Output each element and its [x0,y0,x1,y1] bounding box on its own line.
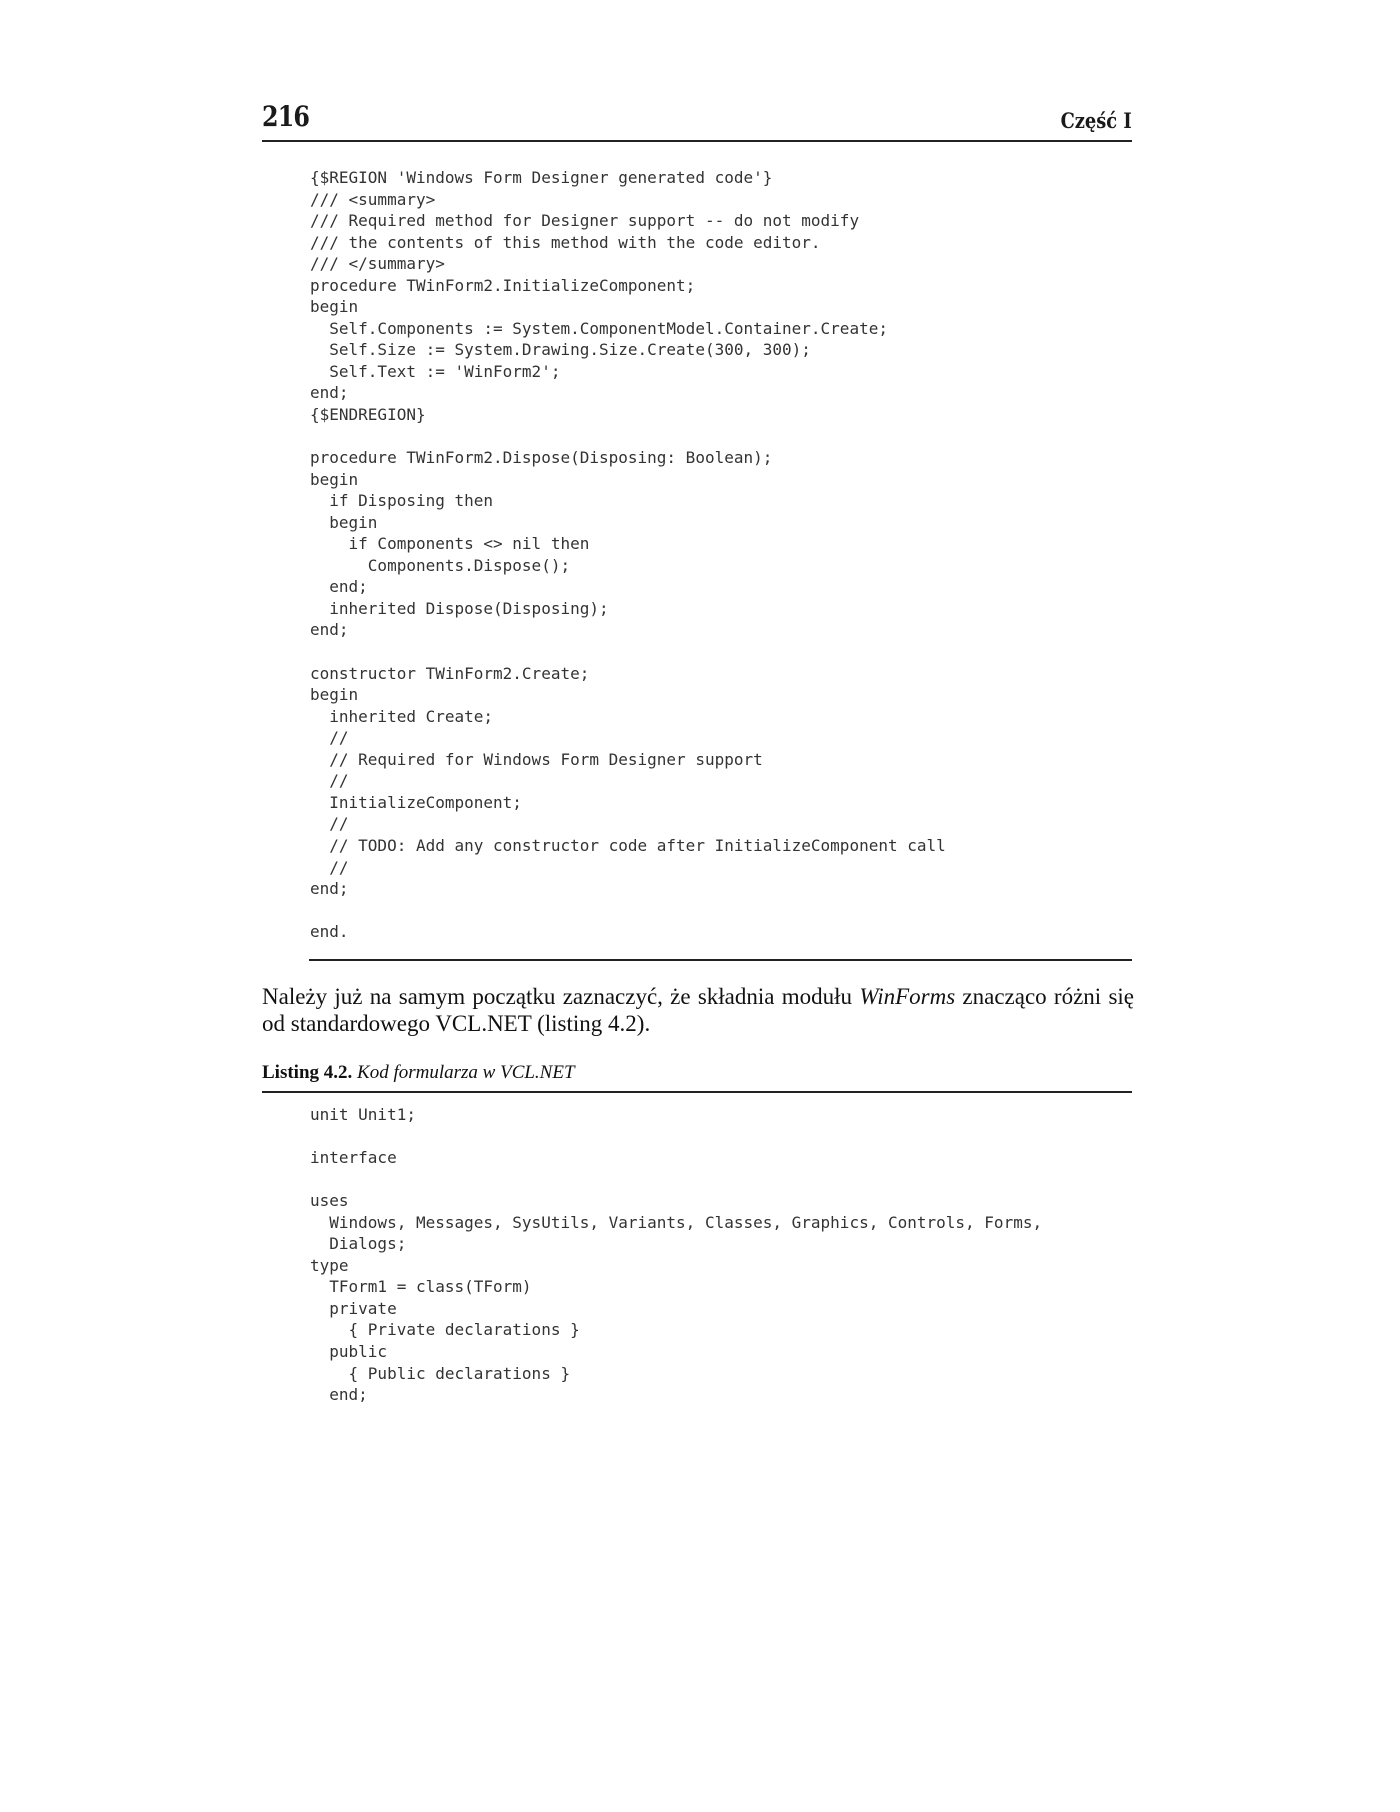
code-line: // [310,771,349,791]
code-line: /// </summary> [310,254,445,274]
code-line: if Disposing then [310,491,494,511]
code-line: /// the contents of this method with the code editor. [310,232,821,252]
code-line: // TODO: Add any constructor code after InitializeComponent call [310,835,946,855]
code-line: inherited Create; [310,706,494,726]
code-end-rule [309,959,1132,961]
code-line: Windows, Messages, SysUtils, Variants, Classes, Graphics, Controls, Forms, [310,1212,1043,1232]
code-line: inherited Dispose(Disposing); [310,598,609,618]
code-line: Dialogs; [310,1234,407,1254]
code-line: interface [310,1148,397,1168]
code-listing-1 [310,167,946,943]
code-line: Components.Dispose(); [310,555,571,575]
page-header [262,100,1132,142]
code-line: end; [310,383,349,403]
listing-caption [262,1062,1132,1093]
code-line: { Private declarations } [310,1320,580,1340]
code-line: Self.Text := 'WinForm2'; [310,361,561,381]
code-line: TForm1 = class(TForm) [310,1277,532,1297]
section-title: Część I [1060,108,1132,133]
code-line: procedure TWinForm2.Dispose(Disposing: Boolean); [310,448,773,468]
listing-title: Kod formularza w VCL.NET [357,1062,575,1083]
code-line: // [310,728,349,748]
paragraph-text-after: znacząco różni się od standardowego VCL.NET (listing 4.2). [262,984,1134,1036]
code-line: // Required for Windows Form Designer support [310,749,763,769]
code-line: public [310,1342,388,1362]
code-listing-2 [310,1104,1042,1406]
code-line: InitializeComponent; [310,792,522,812]
code-line: Self.Size := System.Drawing.Size.Create(300, 300); [310,340,811,360]
body-paragraph [262,983,1134,1037]
code-line: constructor TWinForm2.Create; [310,663,590,683]
code-line: /// <summary> [310,189,436,209]
code-line: Self.Components := System.ComponentModel.Container.Create; [310,318,888,338]
code-line: begin [310,685,359,705]
code-line: end; [310,577,368,597]
listing-label: Listing 4.2. [262,1062,353,1083]
code-line: /// Required method for Designer support -- do not modify [310,211,860,231]
code-line: procedure TWinForm2.InitializeComponent; [310,275,696,295]
paragraph-emphasis: WinForms [859,984,956,1009]
code-line: uses [310,1191,349,1211]
code-line: private [310,1298,397,1318]
code-line: begin [310,512,378,532]
code-line: end; [310,1385,368,1405]
code-line: { Public declarations } [310,1363,571,1383]
code-line: unit Unit1; [310,1105,416,1124]
page-number: 216 [262,100,310,133]
code-line: begin [310,297,359,317]
code-line: end; [310,620,349,640]
code-line: end. [310,922,349,942]
code-line: if Components <> nil then [310,534,590,554]
paragraph-text-before: Należy już na samym początku zaznaczyć, że składnia modułu [262,984,860,1009]
code-line: type [310,1255,349,1275]
code-line: // [310,857,349,877]
code-line: end; [310,879,349,899]
code-line: // [310,814,349,834]
code-line: {$ENDREGION} [310,405,426,425]
code-line: {$REGION 'Windows Form Designer generated code'} [310,168,773,187]
code-line: begin [310,469,359,489]
